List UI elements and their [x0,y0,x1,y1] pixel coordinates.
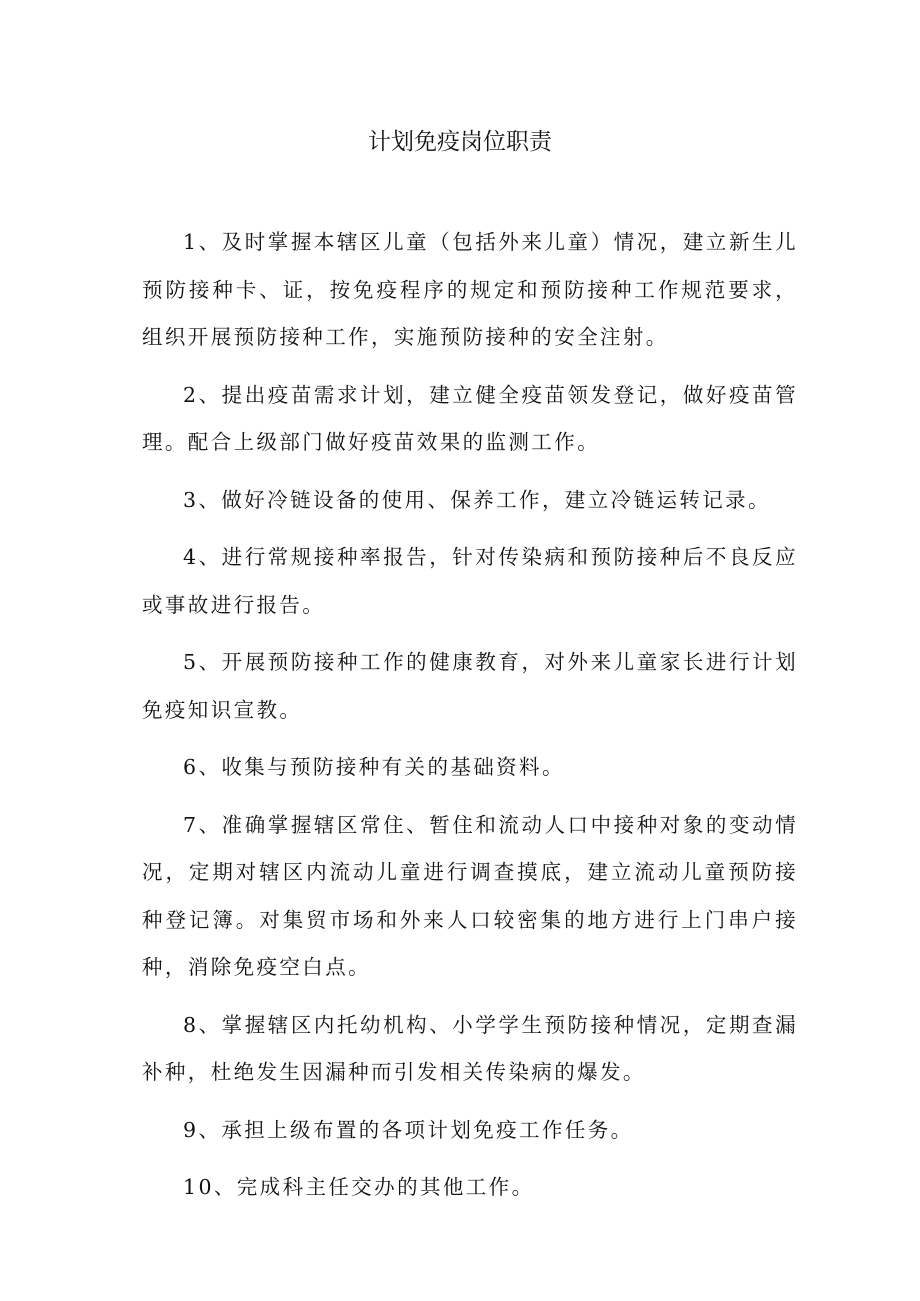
duty-item-10: 10、完成科主任交办的其他工作。 [183,1175,535,1199]
duty-item-1: 1、及时掌握本辖区儿童（包括外来儿童）情况，建立新生儿预防接种卡、证，按免疫程序的规定和预防接种工作规范要求，组织开展预防接种工作，实施预防接种的安全注射。 [142,230,798,349]
duty-item-3: 3、做好冷链设备的使用、保养工作，建立冷链运转记录。 [183,487,771,512]
document-body [142,219,798,1222]
duty-item-5: 5、开展预防接种工作的健康教育，对外来儿童家长进行计划免疫知识宣教。 [142,650,798,722]
document-title: 计划免疫岗位职责 [368,129,552,155]
duty-item-9: 9、承担上级布置的各项计划免疫工作任务。 [183,1117,634,1142]
duty-item-2: 2、提出疫苗需求计划，建立健全疫苗领发登记，做好疫苗管理。配合上级部门做好疫苗效果的监测工作。 [142,382,798,454]
duty-item-8: 8、掌握辖区内托幼机构、小学学生预防接种情况，定期查漏补种，杜绝发生因漏种而引发相关传染病的爆发。 [142,1012,798,1084]
duty-item-4: 4、进行常规接种率报告，针对传染病和预防接种后不良反应或事故进行报告。 [142,545,798,617]
duty-item-7: 7、准确掌握辖区常住、暂住和流动人口中接种对象的变动情况，定期对辖区内流动儿童进行调查摸底，建立流动儿童预防接种登记簿。对集贸市场和外来人口较密集的地方进行上门串户接种，消除免疫空白点。 [142,812,798,979]
duty-item-6: 6、收集与预防接种有关的基础资料。 [183,755,565,779]
